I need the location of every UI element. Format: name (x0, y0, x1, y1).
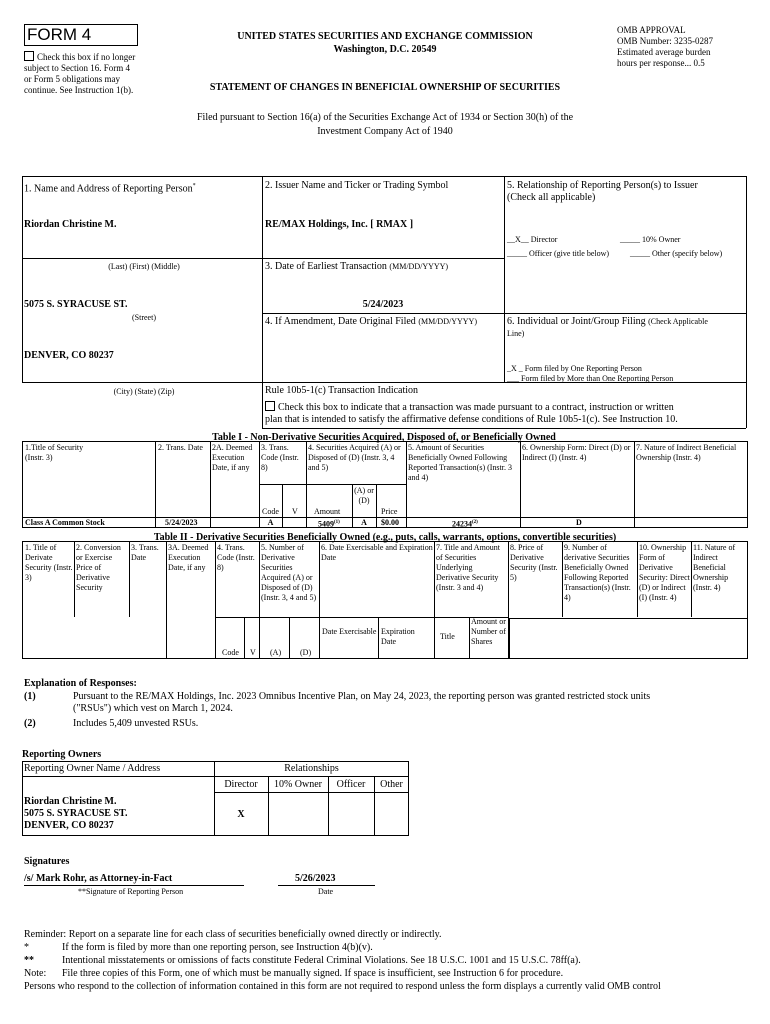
amendment-header: 4. If Amendment, Date Original Filed (MM/DD/YYYY) (265, 316, 477, 327)
explanation-2-number: (2) (24, 718, 36, 729)
rule-right (746, 176, 747, 428)
filed-pursuant-line-1: Filed pursuant to Section 16(a) of the Securities Exchange Act of 1934 or Section 30(h) of the (196, 112, 574, 123)
t1-sub-code: Code (262, 507, 279, 516)
explanation-1-number: (1) (24, 691, 36, 702)
t2-h1: 1. Title of Derivate Security (Instr. 3) (25, 543, 73, 582)
t2-h3a: 3A. Deemed Execution Date, if any (168, 543, 209, 572)
relationship-officer: _____ Officer (give title below) (507, 249, 610, 258)
footer-note-text: File three copies of this Form, one of which must be manually signed. If space is insufficient, see Instruction 6 for procedure. (62, 968, 564, 979)
section16-checkbox-note (24, 51, 164, 96)
reporting-person-header: 1. Name and Address of Reporting Person* (24, 183, 196, 195)
omb-box (617, 25, 757, 69)
t2-h2: 2. Conversion or Exercise Price of Derivative Security (76, 543, 121, 592)
owners-col-director: Director (224, 779, 258, 790)
omb-burden: Estimated average burden (617, 47, 711, 57)
t1-h2: 2. Trans. Date (158, 443, 203, 452)
t2-sub-expiration: Expiration Date (381, 627, 415, 646)
t1-h2a: 2A. Deemed Execution Date, if any (212, 443, 253, 472)
t1-h7: 7. Nature of Indirect Beneficial Ownership (Instr. 4) (636, 443, 737, 462)
rule-rule10b5-bottom (262, 428, 746, 429)
relationship-other: _____ Other (specify below) (630, 249, 723, 258)
filing-multi-person: ___ Form filed by More than One Reporting Person (507, 374, 674, 383)
t2-h7: 7. Title and Amount of Securities Underlying Derivative Security (Instr. 3 and 4) (436, 543, 501, 592)
t2-h11: 11. Nature of Indirect Beneficial Ownership (Instr. 4) (693, 543, 736, 592)
owners-director-mark: X (237, 809, 245, 820)
t2-sub-v: V (250, 648, 256, 657)
t2-h3: 3. Trans. Date (131, 543, 159, 562)
omb-approval: OMB APPROVAL (617, 25, 686, 35)
t1-row-date: 5/24/2023 (165, 518, 198, 527)
t1-h3: 3. Trans. Code (Instr. 8) (261, 443, 299, 472)
t1-h4: 4. Securities Acquired (A) or Disposed of (D) (Instr. 3, 4 and 5) (308, 443, 401, 472)
t2-sub-code: Code (222, 648, 239, 657)
t1-h5: 5. Amount of Securities Beneficially Owned Following Reported Transaction(s) (Instr. 3 and 4) (408, 443, 512, 482)
table1-title: Table I - Non-Derivative Securities Acquired, Disposed of, or Beneficially Owned (212, 432, 556, 443)
rule-name-bottom (22, 258, 262, 259)
owners-col-officer: Officer (336, 779, 366, 790)
t1-row-form: D (576, 518, 582, 527)
reporting-person-street: 5075 S. SYRACUSE ST. (24, 299, 128, 310)
t2-h5: 5. Number of Derivative Securities Acquired (A) or Disposed of (D) (Instr. 3, 4 and 5) (261, 543, 317, 602)
relationship-header: 5. Relationship of Reporting Person(s) to Issuer (Check all applicable) (507, 180, 698, 203)
t1-row-ad: A (361, 518, 367, 527)
t1-row-price: $0.00 (381, 518, 399, 527)
signature-line (24, 885, 244, 886)
omb-hours: hours per response... 0.5 (617, 58, 705, 68)
footer-reminder: Reminder: Report on a separate line for each class of securities beneficially owned directly or indirectly. (24, 929, 442, 940)
footer-star-text: If the form is filed by more than one reporting person, see Instruction 4(b)(v). (62, 942, 373, 953)
rule-left (22, 176, 23, 382)
t1-row-code: A (267, 518, 274, 527)
signature-date-caption: Date (318, 887, 334, 896)
owners-col-ten: 10% Owner (273, 779, 323, 790)
checkbox-text-line-4: continue. See Instruction 1(b). (24, 85, 134, 95)
checkbox-text-line-3: or Form 5 obligations may (24, 74, 120, 84)
statement-title: STATEMENT OF CHANGES IN BENEFICIAL OWNERSHIP OF SECURITIES (209, 82, 561, 93)
table2-title: Table II - Derivative Securities Beneficially Owned (e.g., puts, calls, warrants, options, convertible securities) (153, 532, 617, 543)
footer-note: Note: (24, 968, 47, 979)
relationship-director: __X__ Director (507, 235, 558, 244)
rule-col-3 (504, 176, 505, 382)
t1-row-title: Class A Common Stock (25, 518, 105, 527)
t2-sub-title: Title (440, 632, 455, 641)
form-title: FORM 4 (27, 25, 92, 44)
t2-sub-shares: Amount or Number of Shares (471, 617, 506, 646)
t1-row-owned: 24234$^{(2)}$ (452, 519, 478, 529)
earliest-date-header: 3. Date of Earliest Transaction (MM/DD/YYYY) (265, 261, 449, 272)
rule10b5-text: Check this box to indicate that a transaction was made pursuant to a contract, instruction or written plan that is intended to satisfy the affirmative defense conditions of Rule 10b5-1(c). See Instruction 10. (265, 402, 678, 425)
name-caption: (Last) (First) (Middle) (108, 262, 180, 271)
agency-location: Washington, D.C. 20549 (333, 44, 437, 55)
t2-h4: 4. Trans. Code (Instr. 8) (217, 543, 255, 572)
explanation-2-text: Includes 5,409 unvested RSUs. (73, 718, 199, 729)
section16-checkbox[interactable] (24, 51, 34, 61)
rule-top (22, 176, 746, 177)
owners-col-name: Reporting Owner Name / Address (24, 763, 161, 774)
owners-col-relationships: Relationships (284, 763, 339, 774)
omb-number: OMB Number: 3235-0287 (617, 36, 713, 46)
reporting-person-name: Riordan Christine M. (24, 219, 117, 230)
explanation-header: Explanation of Responses: (24, 678, 137, 689)
city-caption: (City) (State) (Zip) (113, 387, 175, 396)
filing-header: 6. Individual or Joint/Group Filing (Check Applicable Line) (507, 316, 708, 338)
t2-h8: 8. Price of Derivative Security (Instr. 5) (510, 543, 558, 582)
footer-dstar: ** (24, 955, 34, 966)
agency-name: UNITED STATES SECURITIES AND EXCHANGE COMMISSION (237, 31, 533, 42)
t2-sub-exercisable: Date Exercisable (322, 627, 377, 636)
rule-issuer-bottom (262, 258, 504, 259)
issuer-header: 2. Issuer Name and Ticker or Trading Symbol (265, 180, 449, 191)
rule-date-bottom (262, 313, 746, 314)
t1-h6: 6. Ownership Form: Direct (D) or Indirect (I) (Instr. 4) (522, 443, 631, 462)
t1-sub-ad: (A) or (D) (354, 486, 374, 505)
checkbox-text-line-1: Check this box if no longer (37, 52, 136, 62)
t1-sub-price: Price (381, 507, 398, 516)
relationship-ten-percent: _____ 10% Owner (620, 235, 681, 244)
table2-lower-blank-right (509, 618, 747, 658)
footer-persons: Persons who respond to the collection of information contained in this form are not required to respond unless the form displays a currently valid OMB control (24, 981, 661, 992)
filed-pursuant-line-2: Investment Company Act of 1940 (317, 126, 453, 137)
signature-caption: **Signature of Reporting Person (78, 887, 184, 896)
t1-h1: 1.Title of Security (Instr. 3) (25, 443, 84, 462)
t2-h10: 10. Ownership Form of Derivative Security: Direct (D) or Indirect (I) (Instr. 4) (639, 543, 690, 602)
footer-star: * (24, 942, 29, 953)
t1-sub-amount: Amount (314, 507, 341, 516)
t1-sub-v: V (292, 507, 298, 516)
issuer-value: RE/MAX Holdings, Inc. [ RMAX ] (265, 219, 414, 230)
owners-col-other: Other (380, 779, 403, 790)
checkbox-text-line-2: subject to Section 16. Form 4 (24, 63, 130, 73)
explanation-1-text: Pursuant to the RE/MAX Holdings, Inc. 2023 Omnibus Incentive Plan, on May 24, 2023, the reporting person was granted restricted stock units ("RSUs") which vest on March 1, 2024. (73, 691, 651, 714)
table2-lower-blank (23, 618, 165, 658)
signature-date-line (278, 885, 375, 886)
t2-sub-a: (A) (270, 648, 282, 657)
owners-name: Riordan Christine M. 5075 S. SYRACUSE ST. DENVER, CO 80237 (24, 796, 128, 831)
street-caption: (Street) (132, 313, 156, 322)
earliest-date-value: 5/24/2023 (362, 299, 404, 310)
filing-one-person: _X _ Form filed by One Reporting Person (507, 364, 642, 373)
signature-date: 5/26/2023 (295, 873, 336, 884)
rule10b5-header: Rule 10b5-1(c) Transaction Indication (265, 385, 419, 396)
rule10b5-checkbox[interactable] (265, 401, 275, 411)
t2-h6: 6. Date Exercisable and Expiration Date (321, 543, 433, 562)
reporting-person-city: DENVER, CO 80237 (24, 350, 114, 361)
footer-dstar-text: Intentional misstatements or omissions of facts constitute Federal Criminal Violations. See 18 U.S.C. 1001 and 15 U.S.C. 78ff(a). (62, 955, 581, 966)
t1-row-amount: 5409$^{(1)}$ (318, 519, 340, 529)
signature-name: /s/ Mark Rohr, as Attorney-in-Fact (24, 873, 173, 884)
t2-h9: 9. Number of derivative Securities Beneficially Owned Following Reported Transaction(s) (Instr. 4) (564, 543, 631, 602)
owners-header: Reporting Owners (22, 749, 102, 760)
t2-sub-d: (D) (300, 648, 312, 657)
signatures-header: Signatures (24, 856, 70, 867)
